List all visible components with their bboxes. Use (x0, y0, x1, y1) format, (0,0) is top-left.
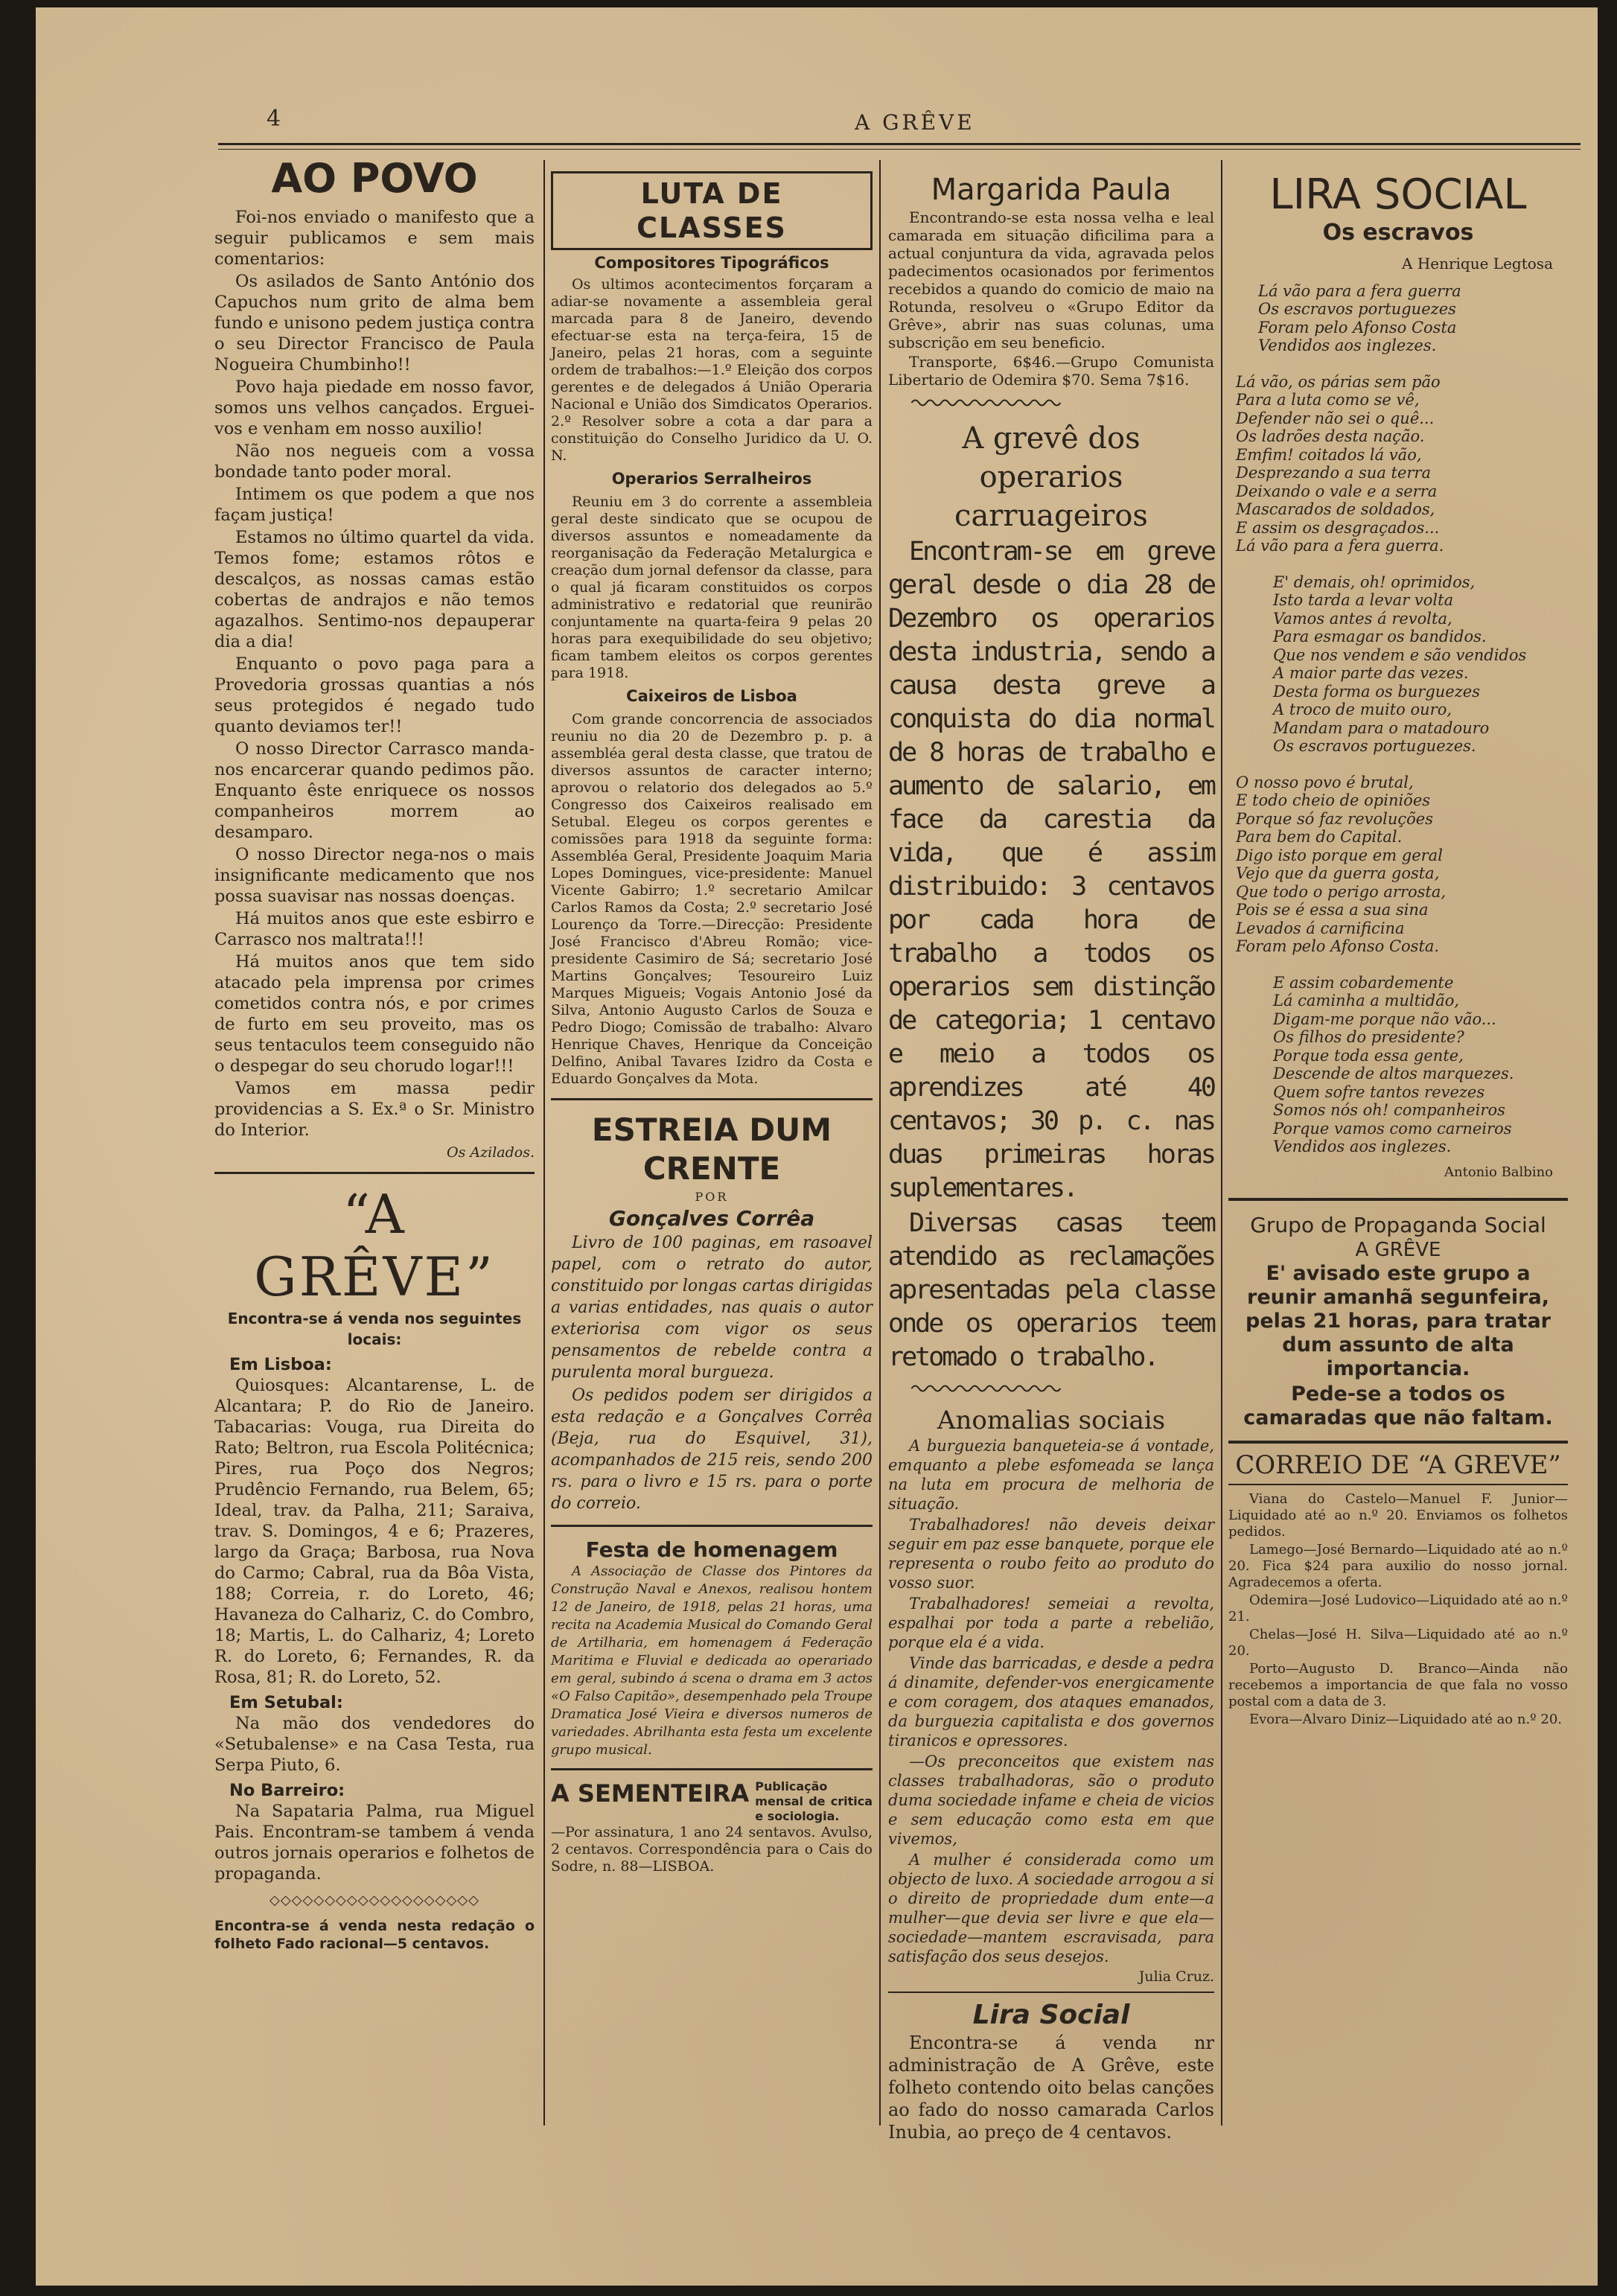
barreiro-heading: No Barreiro: (229, 1781, 345, 1800)
verse: Os filhos do presidente? (1273, 1028, 1464, 1046)
verse: O nosso povo é brutal, (1236, 773, 1414, 791)
verse: A troco de muito ouro, (1273, 701, 1452, 718)
greve-text: Diversas casas teem atendido as reclamações apresentadas pela classe onde os operarios teem retomado o trabalho. (888, 1208, 1214, 1372)
verse: Digam-me porque não vão... (1273, 1010, 1496, 1028)
lisboa-locations: Quiosques: Alcantarense, L. de Alcantara; P. do Rio de Janeiro. Tabacarias: Vouga, rua Direita do Rato; Beltron, rua Escola Politécnica; Pires, rua Poço dos Negros; Prudêncio Fernando, rua Belem, 65; Ideal, trav. da Palha, 211; Saraiva, trav. S. Domingos, 4 e 6; Prazeres, largo da Graça; Barbosa, rua Nova do Carmo; Cabral, rua da Bôa Vista, 188; Correia, r. do Loreto, 46; Havaneza do Calhariz, C. do Combro, 18; Martis, L. do Calhariz, 4; Loreto R. do Loreto, 6; Fernandes, R. da Rosa, 81; R. do Loreto, 52. (214, 1376, 535, 1687)
correio-title: CORREIO DE “A GREVE” (1235, 1450, 1561, 1480)
estreia-text: Os pedidos podem ser dirigidos a esta redação e a Gonçalves Corrêa (Beja, rua do Esquivel, 31), acompanhados de 215 reis, sendo 200 rs. para o livro e 15 rs. para o porte do correio. (551, 1386, 873, 1513)
signature: Julia Cruz. (1138, 1968, 1214, 1985)
wave-divider (888, 1383, 1084, 1394)
stanza (1273, 573, 1568, 756)
section-rule (1228, 1441, 1568, 1444)
correio-item: Porto—Augusto D. Branco—Ainda não recebemos a importancia de que fala no vosso postal com a data de 3. (1228, 1661, 1568, 1709)
margarida-title: Margarida Paula (931, 173, 1172, 207)
verse: Que nos vendem e são vendidos (1273, 645, 1527, 664)
verse: A maior parte das vezes. (1273, 664, 1469, 682)
luta-title: LUTA DE CLASSES (551, 171, 873, 250)
anomalias-title: Anomalias sociais (937, 1406, 1166, 1435)
paragraph: Estamos no último quartel da vida. Temos fome; estamos rôtos e descalços, as nossas camas estão cobertas de andrajos e não temos agazalhos. Sentimo-nos depauperar dia a dia! (214, 528, 535, 651)
header-rule-thin (218, 149, 1581, 150)
page-number: 4 (267, 106, 281, 132)
verse: Lá vão para a fera guerra. (1236, 537, 1444, 555)
ao-povo-title: AO POVO (271, 155, 478, 202)
verse: Defender não sei o quê... (1236, 409, 1435, 427)
verse: E assim os desgraçados... (1236, 518, 1440, 537)
barreiro-locations: Na Sapataria Palma, rua Miguel Pais. Encontram-se tambem á venda outros jornais operarios e folhetos de propaganda. (214, 1802, 535, 1884)
paragraph: Povo haja piedade em nosso favor, somos uns velhos cançados. Erguei-vos e venham em nosso auxilio! (214, 377, 535, 439)
margarida-transport: Transporte, 6$46.—Grupo Comunista Libertario de Odemira $70. Sema 7$16. (888, 353, 1214, 389)
column-divider (879, 160, 881, 2126)
verse: Os escravos portuguezes (1258, 300, 1456, 318)
paragraph: —Os preconceitos que existem nas classes trabalhadoras, são o produto duma sociedade infame e cheia de vicios e sem educação como esta em que vivemos, (888, 1753, 1214, 1848)
festa-text: A Associação de Classe dos Pintores da Construção Naval e Anexos, realisou hontem 12 de Janeiro, de 1918, pelas 21 horas, uma recita na Academia Musical do Comando Geral de Artilharia, em homenagem á Federação Maritima e Fluvial e dedicada ao operariado em geral, subindo á scena o drama em 3 actos «O Falso Capitão», desempenhado pela Troupe Dramatica José Vieira e diversos numeros de variedades. Abrilhanta esta festa um excelente grupo musical. (551, 1563, 873, 1758)
greve-text: Encontram-se em greve geral desde o dia 28 de Dezembro os operarios desta industria, sendo a causa desta greve a conquista do dia normal de 8 horas de trabalho e aumento de salario, em face da carestia da vida, que é assim distribuido: 3 centavos por cada hora de trabalho a todos os operarios sem distinção de categoria; 1 centavo e meio a todos os aprendizes até 40 centavos; 30 p. c. nas duas primeiras horas suplementares. (888, 537, 1214, 1203)
paragraph: O nosso Director Carrasco manda-nos encarcerar quando pedimos pão. Enquanto êste enriquece os nossos companheiros morrem ao desamparo. (214, 739, 535, 842)
estreia-por: POR (695, 1190, 729, 1204)
lira-text: Encontra-se á venda nr administração de A Grêve, este folheto contendo oito belas canções ao fado do nosso camarada Carlos Inubia, ao preço de 4 centavos. (888, 2032, 1214, 2143)
verse: Somos nós oh! companheiros (1273, 1101, 1505, 1119)
sementeira-title: A SEMENTEIRA (551, 1779, 750, 1808)
verse: Mascarados de soldados, (1236, 500, 1435, 518)
lisboa-heading: Em Lisboa: (229, 1355, 332, 1374)
section-rule (551, 1768, 873, 1770)
verse: Levados á carnificina (1236, 919, 1405, 937)
verse: Foram pelo Afonso Costa (1258, 318, 1457, 337)
ornament-divider: ◇◇◇◇◇◇◇◇◇◇◇◇◇◇◇◇◇◇◇ (269, 1892, 479, 1908)
column-4 (1228, 171, 1568, 1729)
verse: Mandam para o matadouro (1273, 718, 1490, 737)
estreia-title: ESTREIA DUM CRENTE (591, 1112, 832, 1187)
verse: Lá vão para a fera guerra (1258, 281, 1461, 300)
section-rule (888, 1992, 1214, 1993)
setubal-heading: Em Setubal: (229, 1693, 343, 1712)
correio-item: Chelas—José H. Silva—Liquidado até ao n.º 20. (1228, 1627, 1568, 1659)
verse: E' demais, oh! oprimidos, (1273, 573, 1476, 591)
estreia-text: Livro de 100 paginas, em rasoavel papel, com o retrato do autor, constituido por longas cartas dirigidas a varias entidades, nas quais o autor exteriorisa com vigor os seus pensamentos de rebelde contra a purulenta moral burgueza. (551, 1234, 873, 1382)
verse: Vendidos aos inglezes. (1258, 337, 1437, 354)
verse: Para bem do Capital. (1236, 828, 1403, 846)
grupo-notice-2: Pede-se a todos os camaradas que não faltam. (1243, 1383, 1553, 1429)
verse: Porque toda essa gente, (1273, 1046, 1464, 1065)
dedication: A Henrique Legtosa (1402, 255, 1553, 272)
paragraph: Há muitos anos que tem sido atacado pela imprensa por crimes cometidos contra nós, e por crimes de furto em seu proveito, mas os seus tentaculos teem conseguido não o despegar do seu chorudo logar!!! (214, 952, 535, 1076)
section-rule (551, 1525, 873, 1527)
verse: Porque vamos como carneiros (1273, 1119, 1512, 1138)
newspaper-page (36, 7, 1598, 2286)
paragraph: Os asilados de Santo António dos Capuchos num grito de alma bem fundo e unisono pedem justiça contra o seu Director Francisco de Paula Nogueira Chumbinho!! (214, 272, 535, 374)
stanza (1258, 282, 1568, 355)
lira-title-ad: Lira Social (972, 2000, 1130, 2030)
serralheiros-heading: Operarios Serralheiros (611, 470, 812, 488)
paragraph: A mulher é considerada como um objecto de luxo. A sociedade arrogou a si o direito de propriedade dum ente—a mulher—que devia ser livre e que ela—sociedade—mantem escravisada, para satisfação dos seus desejos. (888, 1851, 1214, 1965)
section-rule (1228, 1484, 1568, 1485)
paragraph: Intimem os que podem a que nos façam justiça! (214, 485, 535, 525)
correio-item: Evora—Alvaro Diniz—Liquidado até ao n.º 20. (1249, 1712, 1562, 1727)
verse: Foram pelo Afonso Costa. (1236, 937, 1440, 955)
section-rule (551, 1098, 873, 1100)
section-rule (1228, 1198, 1568, 1201)
festa-heading: Festa de homenagem (585, 1537, 838, 1562)
verse: Emfim! coitados lá vão, (1236, 445, 1422, 464)
verse: Porque só faz revoluções (1236, 809, 1433, 828)
margarida-text: Encontrando-se esta nossa velha e leal camarada em situação dificilima para a actual conjuntura da vida, agravada pelos padecimentos ocasionados por ferimentos recebidos a quando do comicio de maio na Rotunda, resolveu o «Grupo Editor da Grêve», abrir nas suas colunas, uma subscrição em seu beneficio. (888, 208, 1214, 351)
sementeira-text: —Por assinatura, 1 ano 24 sentavos. Avulso, 2 centavos. Correspondência para o Cais do Sodre, n. 88—LISBOA. (551, 1824, 873, 1875)
wave-divider (888, 398, 1084, 408)
paragraph: Há muitos anos que este esbirro e Carrasco nos maltrata!!! (214, 909, 535, 949)
verse: Lá vão, os párias sem pão (1236, 372, 1441, 391)
verse: Vendidos aos inglezes. (1273, 1138, 1452, 1155)
folheto-notice: Encontra-se á venda nesta redação o folheto Fado racional—5 centavos. (214, 1918, 535, 1952)
verse: Deixando o vale e a serra (1236, 482, 1438, 500)
escravos-title: Os escravos (1322, 220, 1474, 246)
verse: Desprezando a sua terra (1236, 464, 1431, 482)
estreia-author: Gonçalves Corrêa (608, 1206, 815, 1231)
paragraph: Enquanto o povo paga para a Provedoria grossas quantias a nós seus protegidos é negado tudo quanto deviamos ter!! (214, 654, 535, 736)
masthead: A GRÊVE (855, 110, 975, 135)
compositores-heading: Compositores Tipográficos (594, 254, 829, 272)
column-3 (888, 171, 1214, 2145)
signature: Antonio Balbino (1444, 1164, 1553, 1180)
verse: Que todo o perigo arrosta, (1236, 882, 1447, 901)
header-rule (218, 143, 1581, 145)
greve-ad-subtitle: Encontra-se á venda nos seguintes locais: (227, 1310, 522, 1348)
verse: Descende de altos marquezes. (1273, 1065, 1514, 1082)
verse: E todo cheio de opiniões (1236, 791, 1431, 809)
paragraph: Trabalhadores! não deveis deixar seguir em paz esse banquete, porque ele representa o roubo feito ao produto do vosso suor. (888, 1516, 1214, 1592)
section-rule (214, 1172, 535, 1174)
correio-item: Odemira—José Ludovico—Liquidado até ao n.º 21. (1228, 1592, 1568, 1624)
caixeiros-text: Com grande concorrencia de associados reuniu no dia 20 de Dezembro p. p. a assembléa geral desta classe, que tratou de diversos assuntos de caracter interno; aprovou o relatorio dos delegados ao 5.º Congresso dos Caixeiros realisado em Setubal. Elegeu os corpos gerentes e comissões para 1918 da seguinte forma: Assembléa Geral, Presidente Joaquim Maria Lopes Domingues, vice-presidente: Manuel Vicente Gabirro; 1.º secretario Amilcar Carlos Ramos da Costa; 2.º secretario José Lourenço da Torre.—Direcção: Presidente José Francisco d'Abreu Romão; vice-presidente Casimiro de Sá; secretario José Martins Gonçalves; Tesoureiro Luiz Marques Migueis; Vogais Antonio José da Silva, Antonio Augusto Carlos de Souza e Pedro Diogo; Comissão de trabalho: Alvaro Henrique Chaves, Henrique da Conceição Delfino, Anibal Tavares Izidro da Costa e Eduardo Gonçalves da Mota. (551, 711, 873, 1087)
compositores-text: Os ultimos acontecimentos forçaram a adiar-se novamente a assembleia geral marcada para 8 de Janeiro, devendo efectuar-se esta na terça-feira, 15 de Janeiro, pelas 21 horas, com a seguinte ordem de trabalhos:—1.º Eleição dos corpos gerentes e de delegados á União Operaria Nacional e União dos Simdicatos Operarios. 2.º Resolver sobre a cota a dar para a constituição do Conselho Juridico da U. O. N. (551, 276, 873, 464)
greve-ad-title: “A GRÊVE” (254, 1183, 495, 1308)
correio-item: Viana do Castelo—Manuel F. Junior—Liquidado até ao n.º 20. Enviamos os folhetos pedidos. (1228, 1491, 1568, 1540)
verse: Pois se é essa a sua sina (1236, 901, 1429, 919)
setubal-locations: Na mão dos vendedores do «Setubalense» e na Casa Testa, rua Serpa Piuto, 6. (214, 1714, 535, 1775)
verse: E assim cobardemente (1273, 973, 1454, 992)
stanza (1236, 774, 1568, 956)
column-divider (543, 160, 545, 2126)
greve-carruageiros-title: A grevê dos operarios (962, 421, 1141, 494)
grupo-subtitle: A GRÊVE (1355, 1239, 1441, 1261)
column-divider (1221, 160, 1222, 2126)
column-1 (214, 156, 535, 1954)
verse: Para esmagar os bandidos. (1273, 628, 1487, 645)
verse: Os escravos portuguezes. (1273, 737, 1476, 755)
signature: Os Azilados. (447, 1144, 535, 1161)
verse: Desta forma os burguezes (1273, 682, 1481, 701)
verse: Lá caminha a multidão, (1273, 992, 1460, 1010)
paragraph: Trabalhadores! semeiai a revolta, espalhai por toda a parte a rebelião, porque ela é a vida. (888, 1595, 1214, 1651)
serralheiros-text: Reuniu em 3 do corrente a assembleia geral deste sindicato que se ocupou de diversos assuntos e nomeadamente da reorganisação da Federação Metalurgica e creação dum jornal defensor da classe, para o qual já ficaram constituidos os corpos administrativo e redatorial que reunirão conjuntamente na quarta-feira 9 pelas 20 horas para exequibilidade do seu objetivo; ficam tambem eleitos os corpos gerentes para 1918. (551, 494, 873, 681)
correio-item: Lamego—José Bernardo—Liquidado até ao n.º 20. Fica $24 para auxilio do nosso jornal. Agradecemos a oferta. (1228, 1542, 1568, 1590)
paragraph: Não nos negueis com a vossa bondade tanto poder moral. (214, 441, 535, 482)
verse: Digo isto porque em geral (1236, 846, 1443, 864)
stanza (1236, 373, 1568, 555)
stanza (1273, 974, 1568, 1156)
grupo-notice: E' avisado este grupo a reunir amanhã segunfeira, pelas 21 horas, para tratar dum assunto de alta importancia. (1246, 1262, 1551, 1380)
paragraph: Foi-nos enviado o manifesto que a seguir publicamos e sem mais comentarios: (214, 208, 535, 269)
verse: Para a luta como se vê, (1236, 391, 1420, 409)
verse: Os ladrões desta nação. (1236, 427, 1425, 445)
greve-carruageiros-title-2: carruageiros (954, 499, 1148, 533)
verse: Quem sofre tantos revezes (1273, 1082, 1485, 1101)
paragraph: Vinde das barricadas, e desde a pedra á dinamite, defender-vos energicamente e com coragem, dos ataques emanados, da burguezia capitalista e dos governos tiranicos e opressores. (888, 1654, 1214, 1750)
lira-social-title: LIRA SOCIAL (1269, 170, 1527, 219)
verse: Vejo que da guerra gosta, (1236, 864, 1440, 882)
sementeira-subtitle: Publicação mensal de critica e sociologia. (755, 1779, 873, 1823)
verse: Vamos antes á revolta, (1273, 609, 1452, 628)
caixeiros-heading: Caixeiros de Lisboa (626, 687, 797, 705)
paragraph: Vamos em massa pedir providencias a S. Ex.ª o Sr. Ministro do Interior. (214, 1079, 535, 1140)
paragraph: O nosso Director nega-nos o mais insignificante medicamento que nos possa suavisar nas nossas doenças. (214, 845, 535, 906)
paragraph: A burguezia banqueteia-se á vontade, emquanto a plebe esfomeada se lança na luta em procura de melhoria de situação. (888, 1437, 1214, 1513)
grupo-title: Grupo de Propaganda Social (1250, 1213, 1546, 1237)
verse: Isto tarda a levar volta (1273, 591, 1454, 609)
column-2 (551, 171, 873, 1877)
